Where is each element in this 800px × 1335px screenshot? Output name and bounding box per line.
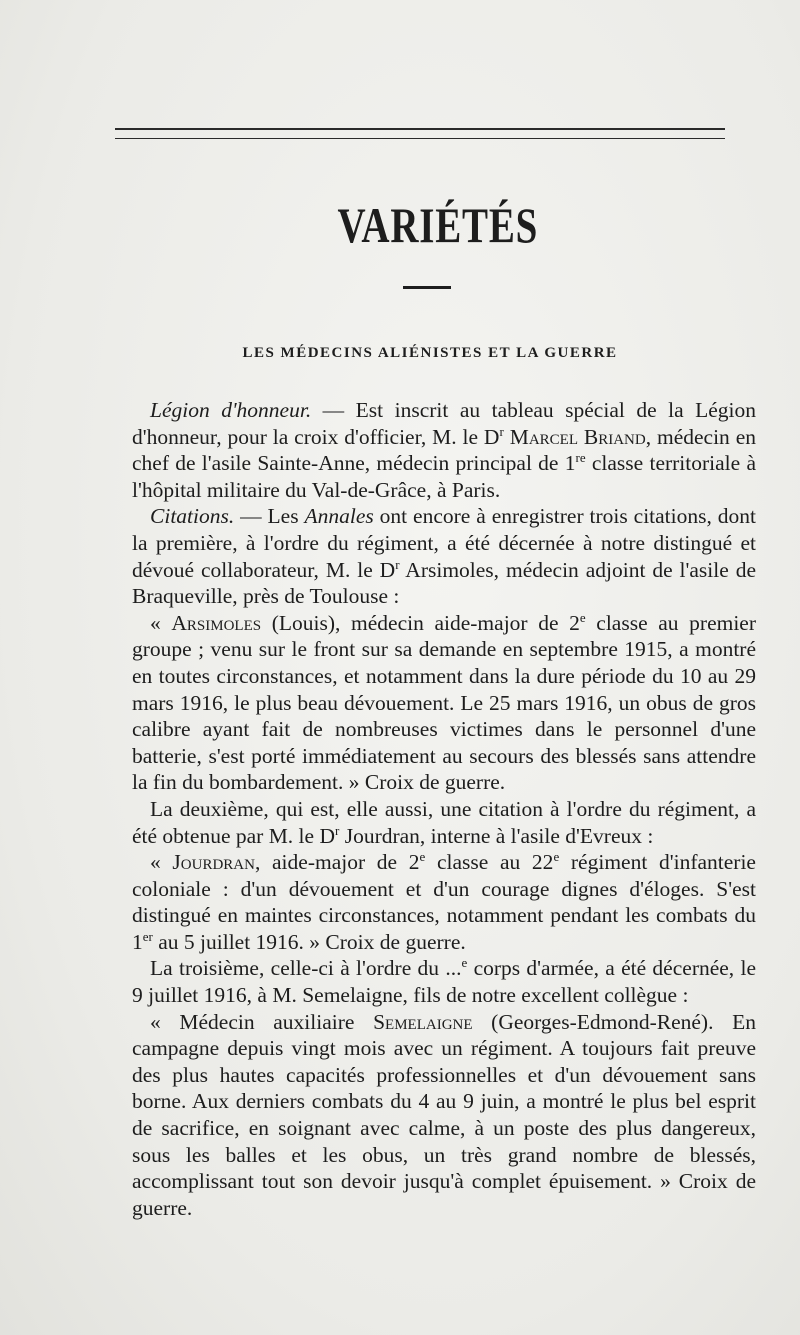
- paragraph-second-citation: La deuxième, qui est, elle aussi, une citation à l'ordre du régiment, a été obtenue par M. le $D^r$ Jourdran, interne à l'asile d'Evreux :: [132, 796, 756, 848]
- paragraph-third-citation: La troisième, celle-ci à l'ordre du ...$^e$ corps d'armée, a été décernée, le 9 juillet 1916, à M. Semelaigne, fils de notre excellent collègue :: [132, 955, 757, 1008]
- journal-title: Annales: [304, 504, 374, 529]
- section-title: VARIÉTÉS: [337, 197, 539, 253]
- title-divider: [403, 286, 451, 289]
- header-rule-thin: [115, 138, 725, 139]
- person-name: Marcel Briand: [503, 424, 646, 449]
- citation-arsimoles: « Arsimoles (Louis), médecin aide-major de 2e classe au premier groupe ; venu sur le front sur sa demande en septembre 1915, a montré en toutes circonstances, et notamment dans la dure période du 10 au 29 mars 1916, le plus beau dévouement. Le 25 mars 1916, un obus de gros calibre ayant fait de nombreuses victimes dans le personnel d'une batterie, s'est porté immédiatement au secours des blessés sans attendre la fin du bombardement. » Croix de guerre.: [132, 609, 757, 795]
- paragraph-lead: Légion d'honneur.: [150, 398, 312, 422]
- article-subtitle: LES MÉDECINS ALIÉNISTES ET LA GUERRE: [242, 345, 618, 361]
- paragraph-citations: Citations. — Les Annales ont encore à enregistrer trois citations, dont la première, à l'ordre du régiment, a été décernée à notre distingué et dévoué collaborateur, M. le $D^r$ Arsimoles, médecin adjoint de l'asile de Braqueville, près de Toulouse :: [132, 504, 756, 609]
- person-name: Semelaigne: [373, 1009, 473, 1034]
- article-body: [132, 397, 756, 1221]
- header-rule: [115, 128, 725, 130]
- paragraph-lead: Citations.: [150, 504, 235, 529]
- paragraph-legion-honneur: Légion d'honneur. — Est inscrit au tableau spécial de la Légion d'honneur, pour la croix d'officier, M. le $D^r$ Marcel Briand, médecin en chef de l'asile Sainte-Anne, médecin principal de 1re classe territoriale à l'hôpital militaire du Val-de-Grâce, à Paris.: [132, 398, 756, 502]
- person-name: Arsimoles: [171, 610, 262, 635]
- citation-jourdran: « Jourdran, aide-major de 2e classe au 22e régiment d'infanterie coloniale : d'un dévouement et d'un courage dignes d'éloges. S'est distingué en maintes circonstances, notamment pendant les combats du 1er au 5 juillet 1916. » Croix de guerre.: [132, 848, 756, 954]
- citation-semelaigne: « Médecin auxiliaire Semelaigne (Georges-Edmond-René). En campagne depuis vingt mois avec un régiment. A toujours fait preuve des plus hautes capacités professionnelles et d'un dévouement sans borne. Aux derniers combats du 4 au 9 juin, a montré le plus bel esprit de sacrifice, en soignant avec calme, à un poste des plus dangereux, sous les balles et les obus, un très grand nombre de blessés, accomplissant tout son devoir jusqu'à complet épuisement. » Croix de guerre.: [132, 1009, 756, 1220]
- person-name: Jourdran: [172, 850, 255, 875]
